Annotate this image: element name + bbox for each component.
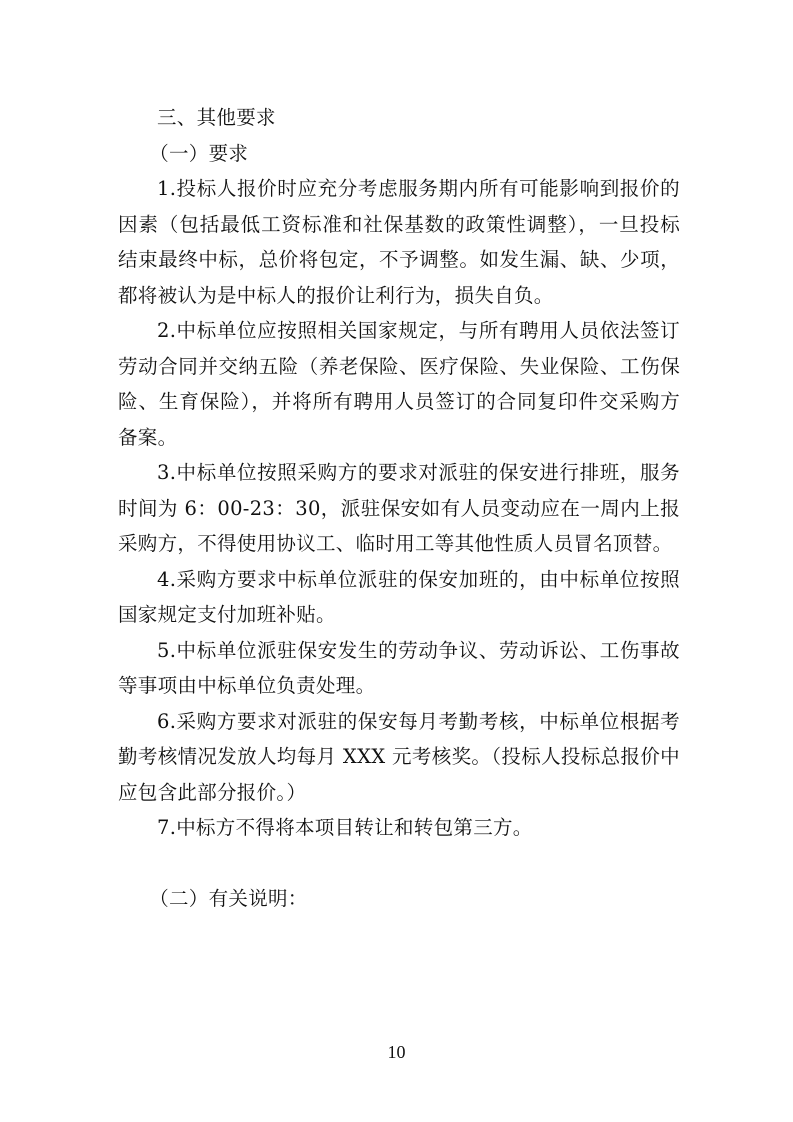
requirement-item-4: 4.采购方要求中标单位派驻的保安加班的，由中标单位按照国家规定支付加班补贴。 [118, 567, 680, 626]
section-heading: 三、其他要求 [157, 106, 276, 129]
document-body [118, 100, 680, 917]
subsection-heading-requirements: （一）要求 [149, 141, 249, 165]
requirement-item-5: 5.中标单位派驻保安发生的劳动争议、劳动诉讼、工伤事故等事项由中标单位负责处理。 [118, 638, 680, 697]
requirement-item-2: 2.中标单位应按照相关国家规定，与所有聘用人员依法签订劳动合同并交纳五险（养老保险、医疗保险、失业保险、工伤保险、生育保险），并将所有聘用人员签订的合同复印件交采购方备案。 [118, 319, 680, 449]
requirement-item-7: 7.中标方不得将本项目转让和转包第三方。 [157, 816, 533, 839]
blank-line [118, 846, 680, 882]
subsection-heading-notes: （二）有关说明： [149, 887, 308, 910]
page-number: 10 [387, 1042, 406, 1062]
requirement-item-3: 3.中标单位按照采购方的要求对派驻的保安进行排班，服务时间为 6：00-23：30，派驻保安如有人员变动应在一周内上报采购方，不得使用协议工、临时用工等其他性质人员冒名顶替。 [118, 461, 680, 555]
requirement-item-6: 6.采购方要求对派驻的保安每月考勤考核，中标单位根据考勤考核情况发放人均每月 XXX 元考核奖。（投标人投标总报价中应包含此部分报价。） [118, 709, 680, 804]
requirement-item-1: 1.投标人报价时应充分考虑服务期内所有可能影响到报价的因素（包括最低工资标准和社保基数的政策性调整），一旦投标结束最终中标，总价将包定，不予调整。如发生漏、缺、少项，都将被认为是中标人的报价让利行为，损失自负。 [118, 177, 680, 307]
